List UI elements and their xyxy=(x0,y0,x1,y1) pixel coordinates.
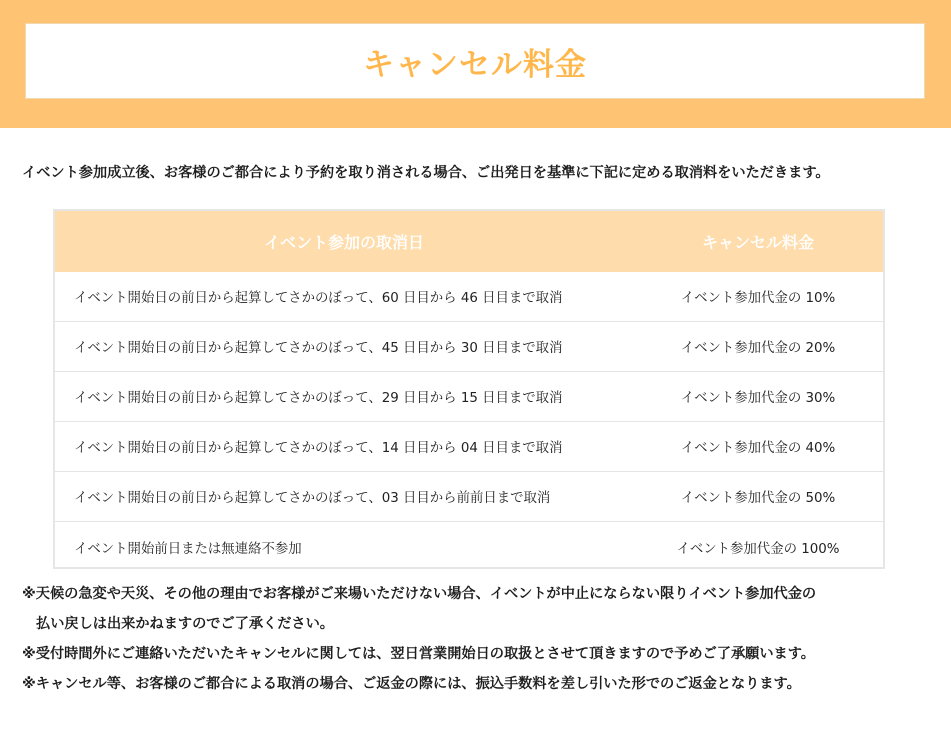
notes xyxy=(22,583,932,703)
table-row xyxy=(55,322,883,372)
header-band xyxy=(0,0,951,128)
table-row xyxy=(55,472,883,522)
note-weather: ※天候の急変や天災、その他の理由でお客様がご来場いただけない場合、イベントが中止にならない限りイベント参加代金の xyxy=(22,586,817,602)
row-cancel-date: イベント開始日の前日から起算してさかのぼって、29 日目から 15 日目まで取消 xyxy=(74,391,563,406)
row-cancel-date: イベント開始日の前日から起算してさかのぼって、14 日目から 04 日目まで取消 xyxy=(74,441,563,456)
row-cancel-date: イベント開始日の前日から起算してさかのぼって、45 日目から 30 日目まで取消 xyxy=(74,341,563,356)
row-cancel-fee: イベント参加代金の 40% xyxy=(680,441,836,456)
row-cancel-fee: イベント参加代金の 30% xyxy=(680,391,836,406)
table-row xyxy=(55,272,883,322)
intro-text: イベント参加成立後、お客様のご都合により予約を取り消される場合、ご出発日を基準に下記に定める取消料をいただきます。 xyxy=(22,165,830,181)
row-cancel-date: イベント開始日の前日から起算してさかのぼって、03 日目から前前日まで取消 xyxy=(74,491,551,506)
row-cancel-fee: イベント参加代金の 10% xyxy=(680,291,836,306)
note-weather-continued: 払い戻しは出来かねますのでご了承ください。 xyxy=(36,616,334,632)
row-cancel-fee: イベント参加代金の 100% xyxy=(676,541,840,557)
table-row xyxy=(55,422,883,472)
page-title: キャンセル料金 xyxy=(363,46,587,83)
note-after-hours: ※受付時間外にご連絡いただいたキャンセルに関しては、翌日営業開始日の取扱とさせて頂きますので予めご了承願います。 xyxy=(22,646,815,662)
cancellation-fee-table xyxy=(53,209,885,569)
row-cancel-date: イベント開始前日または無連絡不参加 xyxy=(74,541,302,557)
row-cancel-fee: イベント参加代金の 20% xyxy=(680,341,836,356)
row-cancel-fee: イベント参加代金の 50% xyxy=(680,491,836,506)
table-row xyxy=(55,522,883,572)
header-box xyxy=(25,23,925,99)
row-cancel-date: イベント開始日の前日から起算してさかのぼって、60 日目から 46 日目まで取消 xyxy=(74,291,563,306)
table-header xyxy=(55,211,883,272)
table-row xyxy=(55,372,883,422)
header-cancel-fee: キャンセル料金 xyxy=(701,233,814,252)
header-cancel-date: イベント参加の取消日 xyxy=(263,233,424,252)
note-refund-fee: ※キャンセル等、お客様のご都合による取消の場合、ご返金の際には、振込手数料を差し引いた形でのご返金となります。 xyxy=(22,676,801,692)
